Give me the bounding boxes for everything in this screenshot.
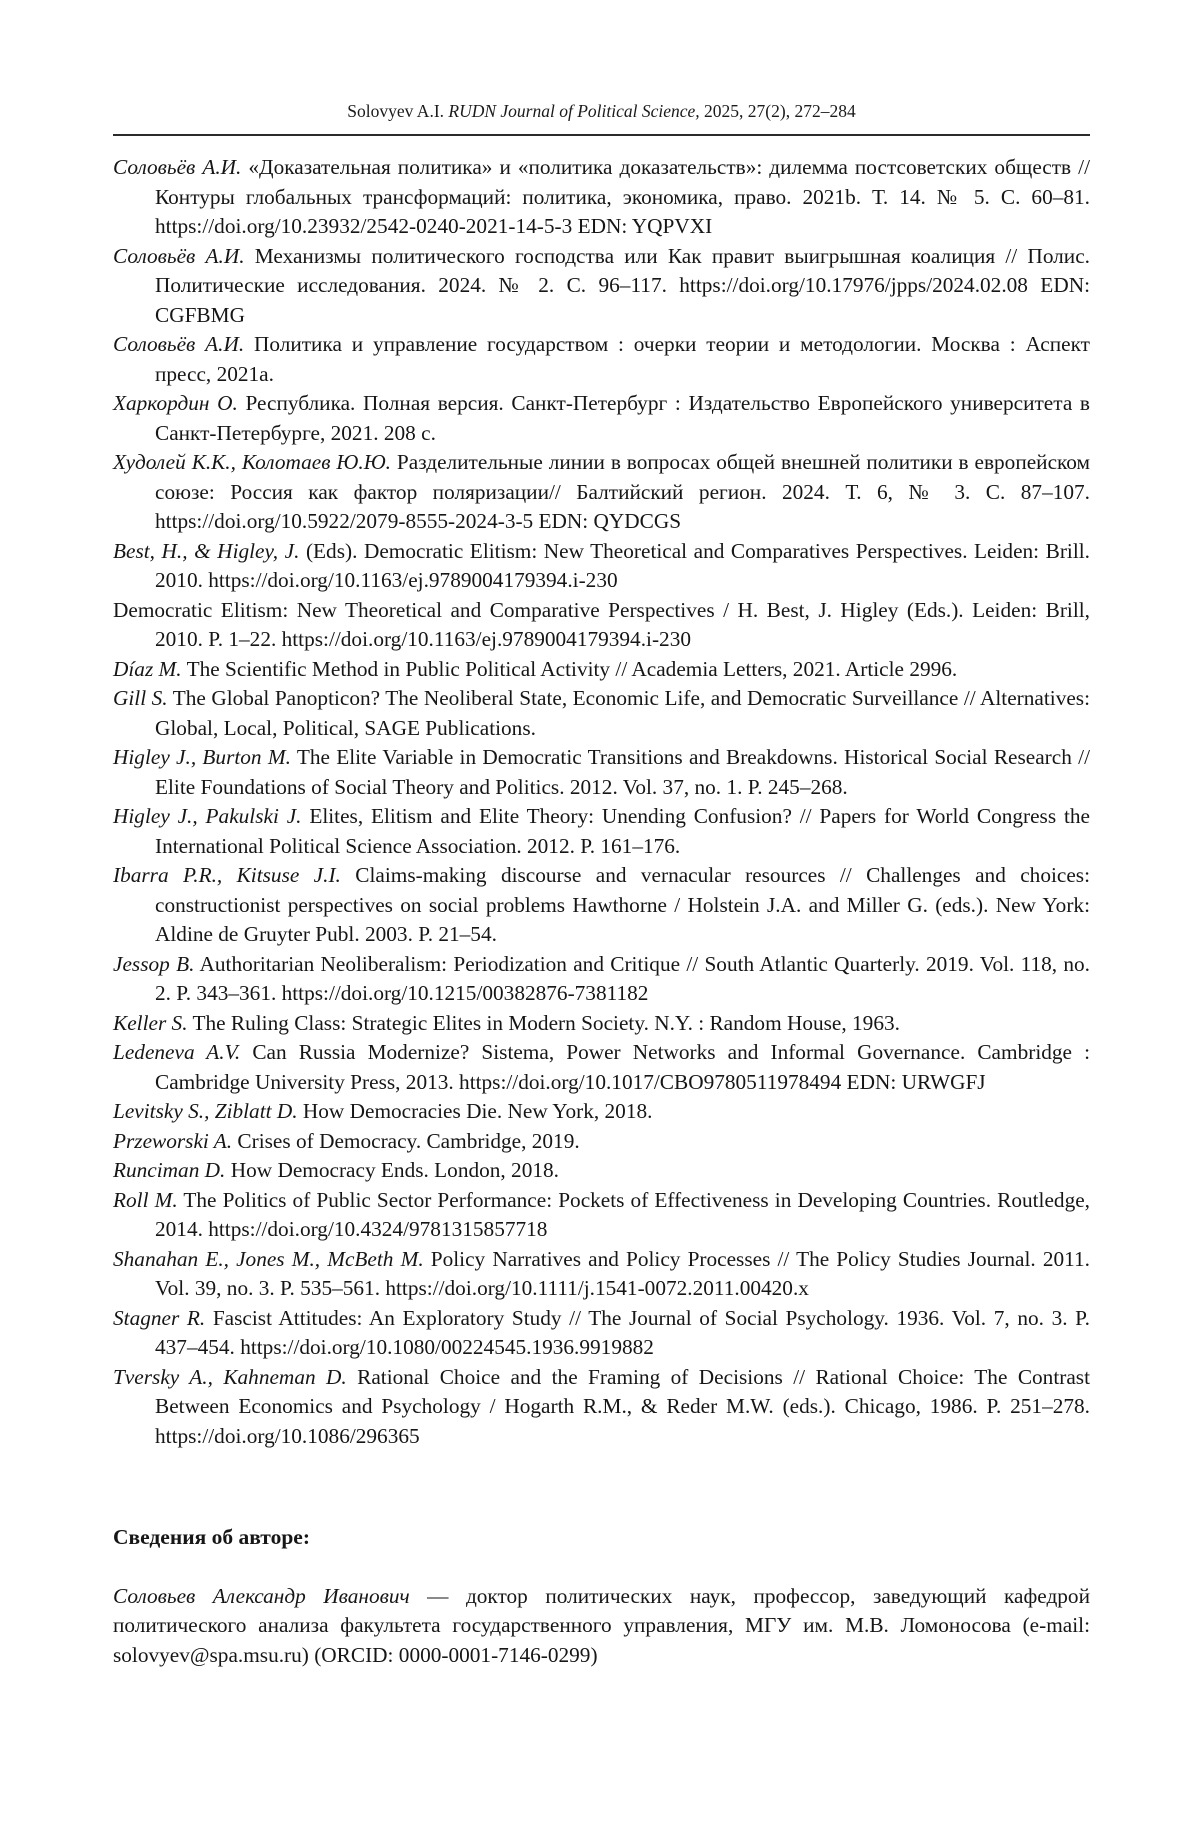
reference-text: Can Russia Modernize? Sistema, Power Networks and Informal Governance. Cambridge : Cambridge University Press, 2013. https://doi.org/10.1017/CBO9780511978494 EDN: URWGFJ bbox=[155, 1040, 1090, 1094]
reference-item bbox=[113, 1186, 1090, 1245]
reference-text: Fascist Attitudes: An Exploratory Study // The Journal of Social Psychology. 1936. Vol. 7, no. 3. P. 437–454. https://doi.org/10.1080/00224545.1936.9919882 bbox=[155, 1305, 1090, 1359]
reference-item bbox=[113, 1363, 1090, 1452]
reference-text: The Elite Variable in Democratic Transitions and Breakdowns. Historical Social Research // Elite Foundations of Social Theory and Politics. 2012. Vol. 37, no. 1. P. 245–268. bbox=[155, 745, 1090, 799]
author-name: Соловьев Александр Иванович bbox=[113, 1583, 410, 1608]
reference-item bbox=[113, 684, 1090, 743]
reference-item bbox=[113, 242, 1090, 331]
reference-authors: Соловьёв А.И. bbox=[113, 332, 245, 356]
reference-authors: Jessop B. bbox=[113, 951, 195, 976]
reference-authors: Keller S. bbox=[113, 1010, 188, 1035]
reference-authors: Худолей К.К., Колотаев Ю.Ю. bbox=[113, 450, 392, 474]
reference-item bbox=[113, 537, 1090, 596]
reference-item bbox=[113, 1127, 1090, 1157]
reference-text: Elites, Elitism and Elite Theory: Unending Confusion? // Papers for World Congress the International Political Science Association. 2012. P. 161–176. bbox=[155, 804, 1090, 858]
reference-authors: Соловьёв А.И. bbox=[113, 243, 245, 268]
reference-authors: Соловьёв А.И. bbox=[113, 155, 242, 179]
reference-text: Authoritarian Neoliberalism: Periodization and Critique // South Atlantic Quarterly. 2019. Vol. 118, no. 2. P. 343–361. https://doi.org/10.1215/00382876-7381182 bbox=[155, 951, 1091, 1005]
author-bio bbox=[113, 1582, 1090, 1671]
reference-text: Механизмы политического господства или Как правит выигрышная коалиция // Полис. Политические исследования. 2024. № 2. С. 96–117. https://doi.org/10.17976/jpps/2024.02.08 EDN: CGFBMG bbox=[155, 243, 1090, 327]
reference-authors: Runciman D. bbox=[113, 1158, 226, 1182]
reference-authors: Przeworski A. bbox=[113, 1128, 233, 1153]
reference-authors: Ledeneva A.V. bbox=[113, 1040, 241, 1064]
reference-item bbox=[113, 802, 1090, 861]
running-head-author: Solovyev A.I. bbox=[347, 101, 445, 121]
reference-authors: Levitsky S., Ziblatt D. bbox=[113, 1099, 298, 1123]
reference-authors: Díaz M. bbox=[113, 656, 182, 681]
header-rule bbox=[113, 134, 1090, 136]
reference-authors: Stagner R. bbox=[113, 1305, 206, 1330]
reference-item bbox=[113, 596, 1090, 655]
reference-text: Rational Choice and the Framing of Decisions // Rational Choice: The Contrast Between Economics and Psychology / Hogarth R.M., & Reder M.W. (eds.). Chicago, 1986. P. 251–278. https://doi.org/10.1086/296365 bbox=[155, 1364, 1090, 1448]
reference-text: Разделительные линии в вопросах общей внешней политики в европейском союзе: Россия как фактор поляризации// Балтийский регион. 2024. Т. 6, № 3. С. 87–107. https://doi.org/10.5922/2079-8555-2024-3-5 EDN: QYDCGS bbox=[155, 450, 1091, 533]
reference-text: «Доказательная политика» и «политика доказательств»: дилемма постсоветских обществ // Контуры глобальных трансформаций: политика, экономика, право. 2021b. Т. 14. № 5. С. 60–81. https://doi.org/10.23932/2542-0240-2021-14-5-3 EDN: YQPVXI bbox=[155, 155, 1090, 238]
reference-item bbox=[113, 153, 1090, 242]
reference-authors: Best, H., & Higley, J. bbox=[113, 538, 300, 563]
reference-item bbox=[113, 743, 1090, 802]
reference-text: The Global Panopticon? The Neoliberal State, Economic Life, and Democratic Surveillance // Alternatives: Global, Local, Political, SAGE Publications. bbox=[155, 686, 1090, 740]
reference-item bbox=[113, 950, 1090, 1009]
reference-authors: Tversky A., Kahneman D. bbox=[113, 1364, 347, 1389]
reference-item bbox=[113, 1038, 1090, 1097]
reference-text: Crises of Democracy. Cambridge, 2019. bbox=[232, 1128, 580, 1153]
running-head-issue: 2025, 27(2), 272–284 bbox=[699, 101, 856, 121]
running-head bbox=[113, 100, 1090, 122]
reference-text: (Eds). Democratic Elitism: New Theoretical and Comparatives Perspectives. Leiden: Brill. 2010. https://doi.org/10.1163/ej.9789004179394.i-230 bbox=[155, 538, 1090, 592]
reference-text: The Ruling Class: Strategic Elites in Modern Society. N.Y. : Random House, 1963. bbox=[187, 1010, 900, 1035]
reference-item bbox=[113, 389, 1090, 448]
reference-text: How Democracies Die. New York, 2018. bbox=[297, 1099, 653, 1123]
reference-authors: Higley J., Pakulski J. bbox=[113, 804, 302, 828]
reference-authors: Ibarra P.R., Kitsuse J.I. bbox=[113, 863, 341, 887]
references-list bbox=[113, 153, 1090, 1451]
reference-item bbox=[113, 1097, 1090, 1127]
reference-item bbox=[113, 1304, 1090, 1363]
reference-text: The Politics of Public Sector Performance: Pockets of Effectiveness in Developing Countries. Routledge, 2014. https://doi.org/10.4324/9781315857718 bbox=[155, 1187, 1090, 1241]
reference-item bbox=[113, 861, 1090, 950]
reference-text: Policy Narratives and Policy Processes // The Policy Studies Journal. 2011. Vol. 39, no. 3. P. 535–561. https://doi.org/10.1111/j.1541-0072.2011.00420.x bbox=[155, 1246, 1090, 1300]
reference-authors: Gill S. bbox=[113, 686, 168, 710]
reference-text: Democratic Elitism: New Theoretical and Comparative Perspectives / H. Best, J. Higley (Eds.). Leiden: Brill, 2010. P. 1–22. https://doi.org/10.1163/ej.9789004179394.i-230 bbox=[113, 597, 1090, 651]
reference-text: Республика. Полная версия. Санкт-Петербург : Издательство Европейского университета в Санкт-Петербурге, 2021. 208 с. bbox=[155, 391, 1090, 445]
reference-item bbox=[113, 1156, 1090, 1186]
reference-text: Claims-making discourse and vernacular resources // Challenges and choices: constructionist perspectives on social problems Hawthorne / Holstein J.A. and Miller G. (eds.). New York: Aldine de Gruyter Publ. 2003. P. 21–54. bbox=[155, 863, 1090, 946]
reference-authors: Higley J., Burton M. bbox=[113, 745, 291, 769]
reference-text: How Democracy Ends. London, 2018. bbox=[225, 1158, 559, 1182]
reference-authors: Roll M. bbox=[113, 1187, 178, 1212]
reference-item bbox=[113, 655, 1090, 685]
reference-item bbox=[113, 448, 1090, 537]
reference-item bbox=[113, 1245, 1090, 1304]
author-bio-text: — доктор политических наук, профессор, заведующий кафедрой политического анализа факультета государственного управления, МГУ им. М.В. Ломоносова (e-mail: solovyev@spa.msu.ru) (ORCID: 0000-0001-7146-0299) bbox=[113, 1583, 1090, 1667]
reference-text: The Scientific Method in Public Political Activity // Academia Letters, 2021. Article 2996. bbox=[181, 656, 958, 681]
reference-item bbox=[113, 330, 1090, 389]
reference-authors: Харкордин О. bbox=[113, 391, 238, 415]
running-head-journal: RUDN Journal of Political Science, bbox=[444, 101, 700, 121]
reference-item bbox=[113, 1009, 1090, 1039]
reference-text: Политика и управление государством : очерки теории и методологии. Москва : Аспект пресс, 2021a. bbox=[155, 332, 1090, 386]
about-author-heading: Сведения об авторе: bbox=[113, 1525, 310, 1549]
reference-authors: Shanahan E., Jones M., McBeth M. bbox=[113, 1246, 424, 1271]
page-content bbox=[113, 0, 1090, 1670]
